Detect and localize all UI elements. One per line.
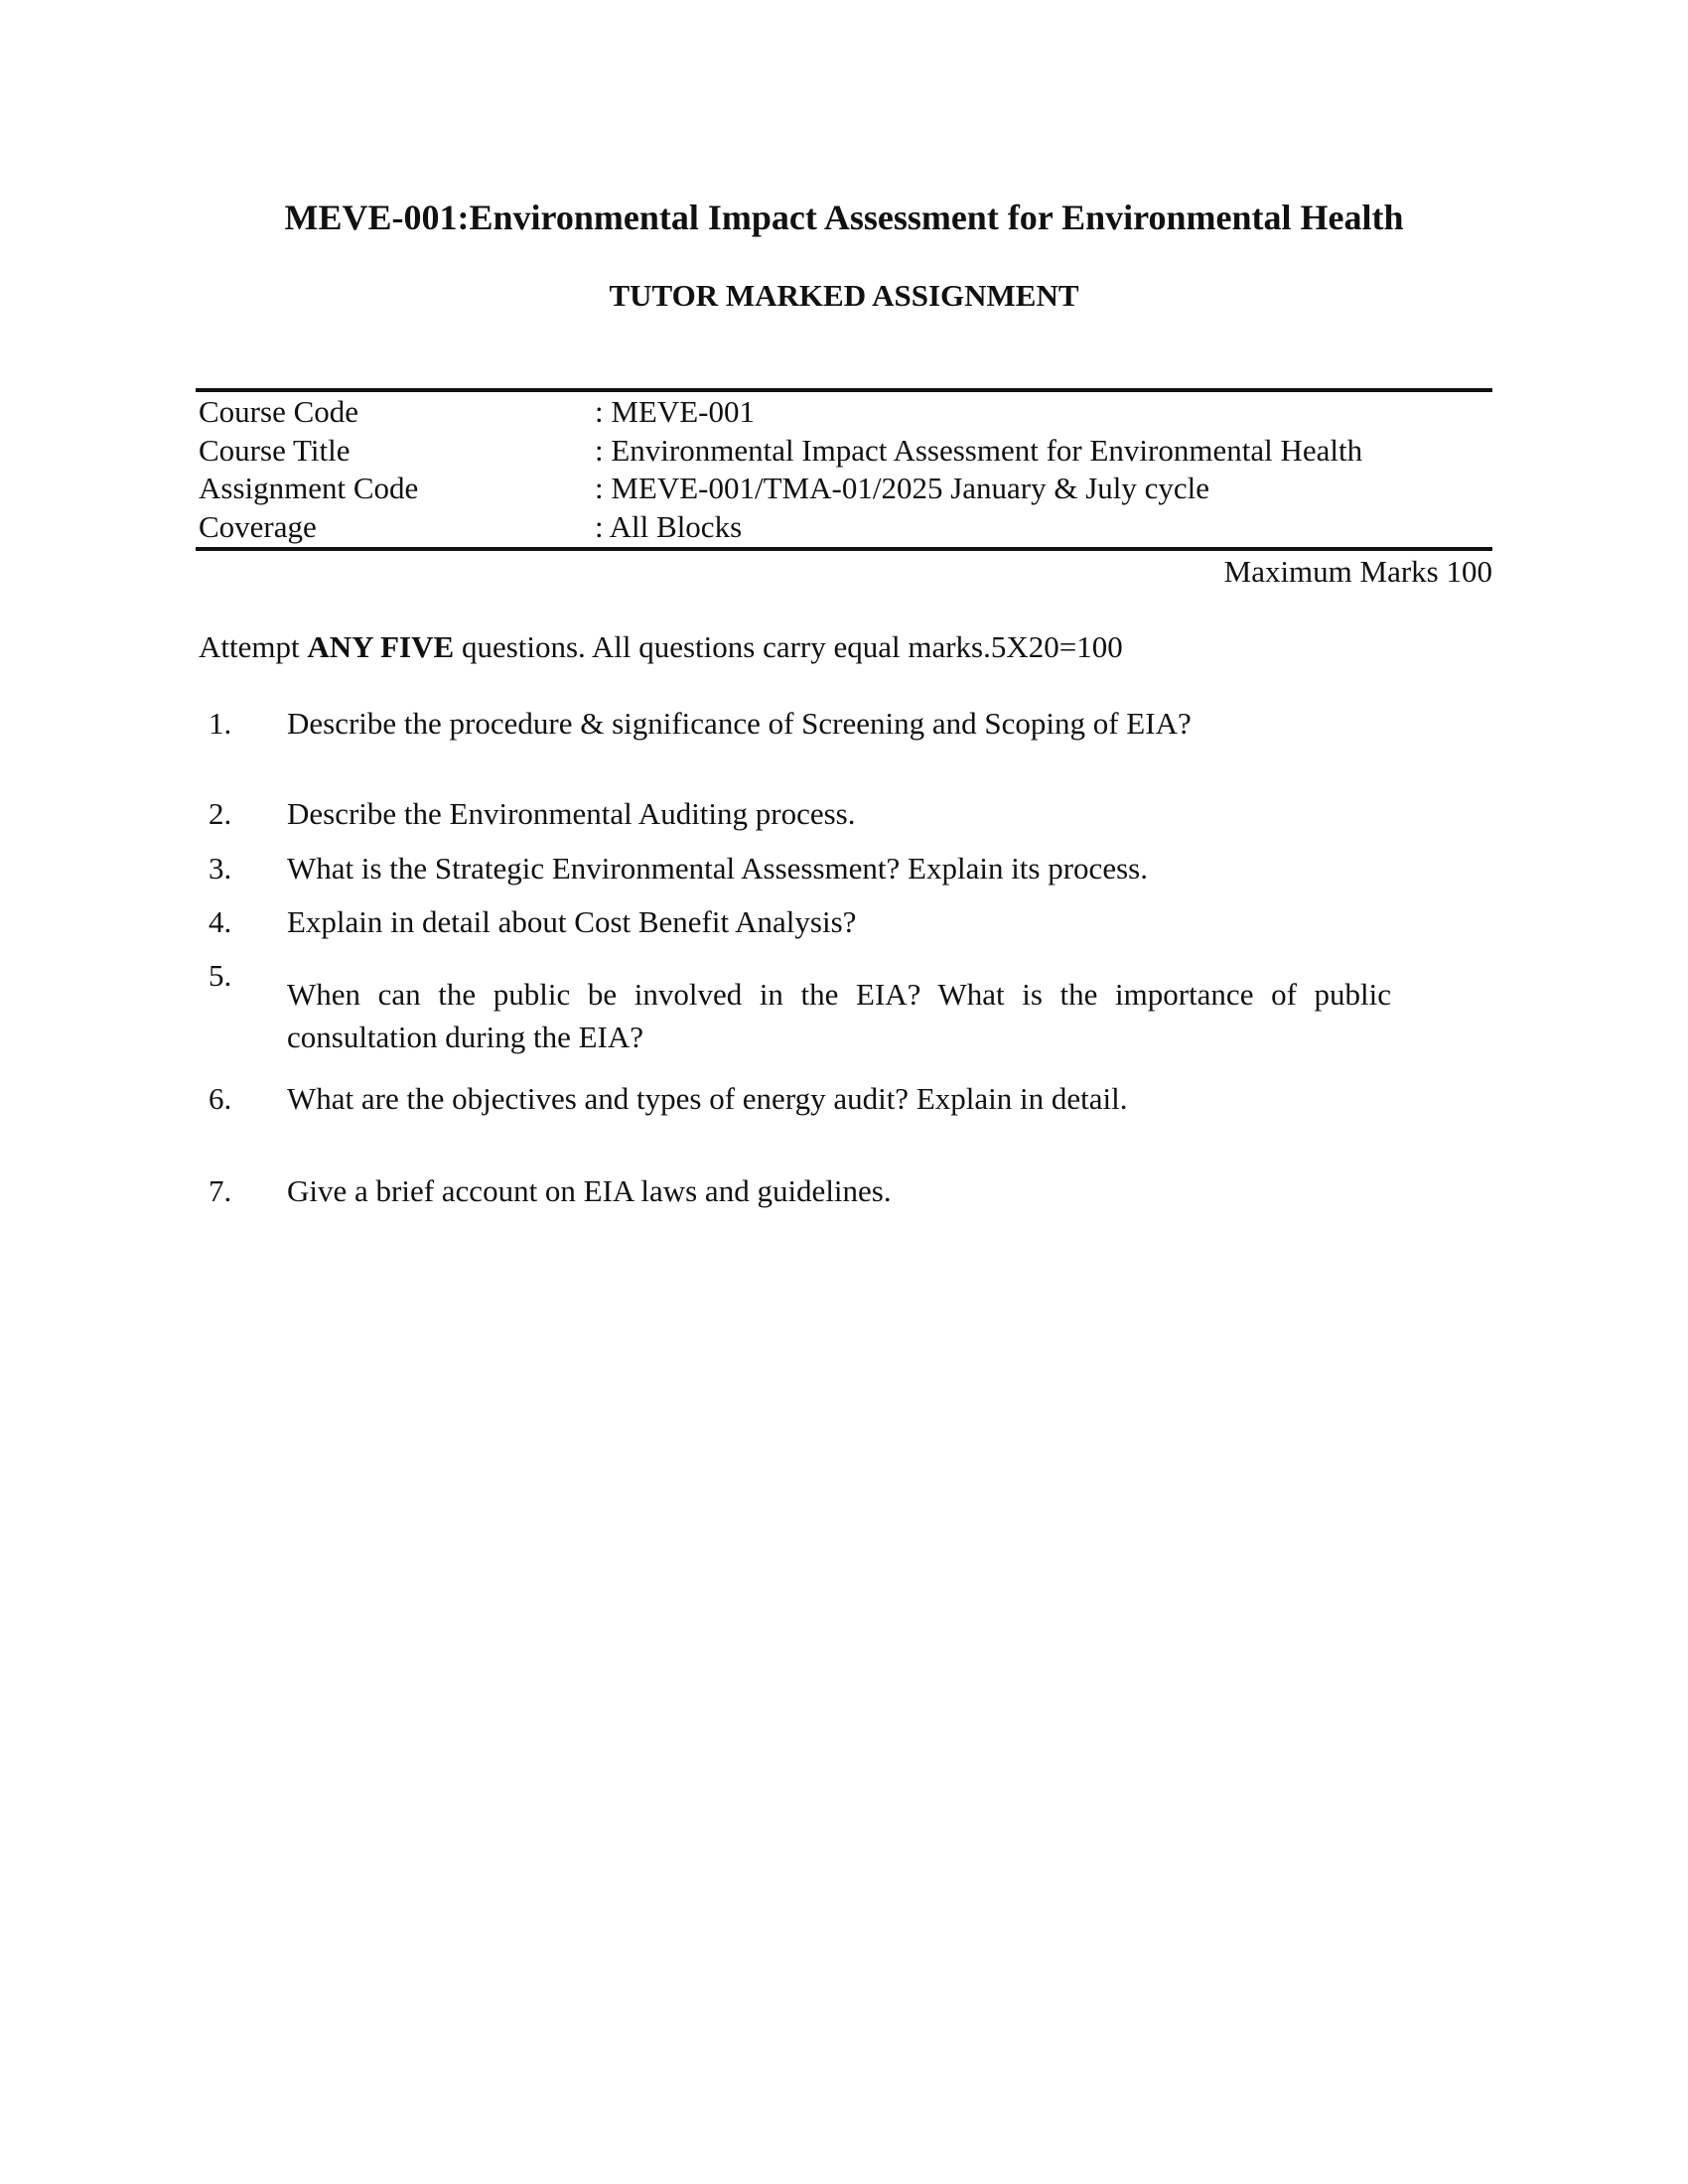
info-label: Assignment Code xyxy=(199,471,419,505)
instructions-suffix: questions. All questions carry equal marks.5X20=100 xyxy=(454,629,1123,664)
info-value: : Environmental Impact Assessment for Environmental Health xyxy=(595,432,1363,468)
info-label: Course Title xyxy=(199,432,351,468)
info-row-course-title xyxy=(199,432,1489,471)
instructions-emphasis: ANY FIVE xyxy=(307,629,455,664)
instructions xyxy=(199,628,1123,666)
question-text: What are the objectives and types of energy audit? Explain in detail. xyxy=(287,1081,1128,1116)
course-info-table xyxy=(199,393,1489,546)
info-row-course-code xyxy=(199,393,1489,432)
question-text: Give a brief account on EIA laws and guidelines. xyxy=(287,1173,892,1208)
question-text: Describe the Environmental Auditing process. xyxy=(287,796,856,831)
question-number: 6. xyxy=(209,1081,232,1116)
info-value: : All Blocks xyxy=(595,508,743,544)
question-number: 3. xyxy=(209,851,232,886)
document-subtitle: TUTOR MARKED ASSIGNMENT xyxy=(609,278,1079,313)
question-text: When can the public be involved in the EIA? What is the importance of public consultation during the EIA? xyxy=(287,977,1391,1054)
question-number: 1. xyxy=(209,706,232,741)
instructions-prefix: Attempt xyxy=(199,629,308,664)
question-text: Explain in detail about Cost Benefit Analysis? xyxy=(287,904,857,939)
info-row-assignment-code xyxy=(199,470,1489,508)
question-number: 2. xyxy=(209,796,232,831)
question-number: 5. xyxy=(209,958,232,993)
table-top-rule xyxy=(196,388,1492,392)
info-row-coverage xyxy=(199,508,1489,547)
info-label: Course Code xyxy=(199,394,359,429)
table-bottom-rule xyxy=(196,547,1492,551)
question-number: 4. xyxy=(209,904,232,939)
maximum-marks: Maximum Marks 100 xyxy=(1223,554,1492,589)
info-value: : MEVE-001 xyxy=(595,394,756,429)
question-number: 7. xyxy=(209,1173,232,1208)
question-text: What is the Strategic Environmental Assessment? Explain its process. xyxy=(287,851,1148,886)
info-label: Coverage xyxy=(199,508,317,544)
info-value: : MEVE-001/TMA-01/2025 January & July cycle xyxy=(595,471,1210,505)
question-text: Describe the procedure & significance of Screening and Scoping of EIA? xyxy=(287,706,1192,741)
document-title: MEVE-001:Environmental Impact Assessment for Environmental Health xyxy=(284,198,1404,237)
